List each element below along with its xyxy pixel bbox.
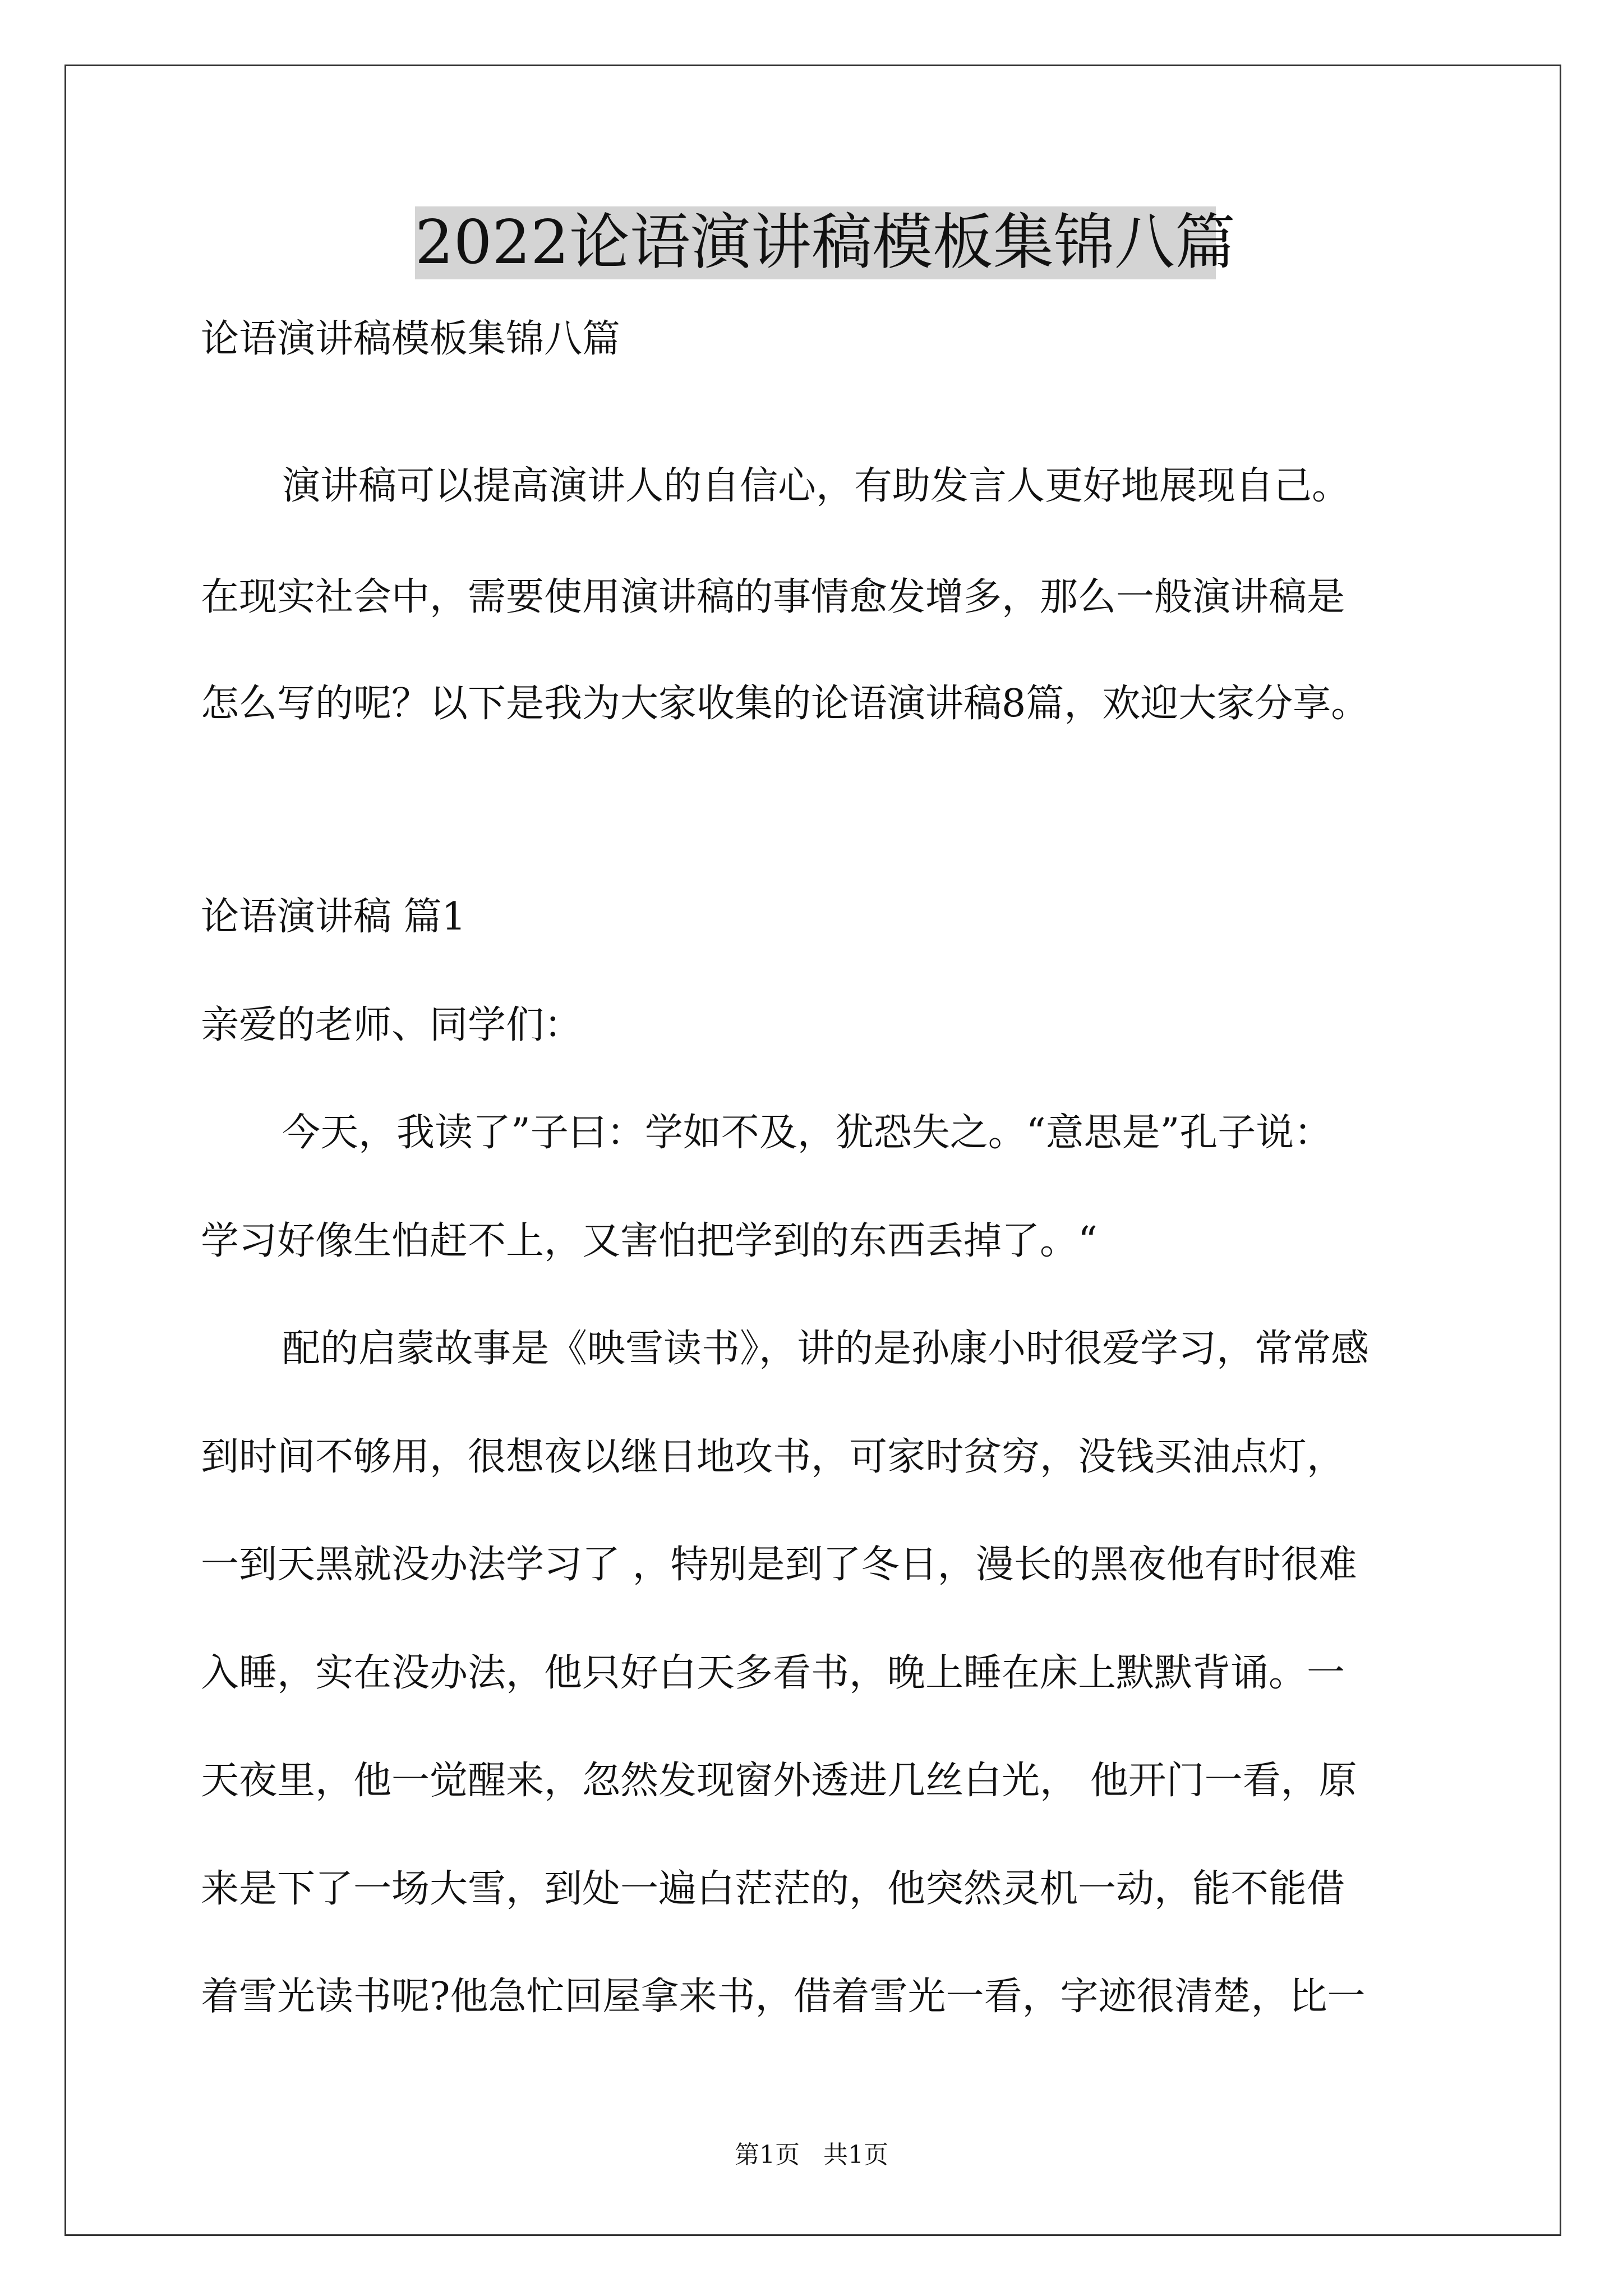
paragraph-line: 今天，我读了”子曰：学如不及，犹恐失之。“意思是”孔子说： — [282, 1111, 1332, 1155]
document-subtitle: 论语演讲稿模板集锦八篇 — [201, 317, 621, 361]
paragraph-line: 入睡，实在没办法，他只好白天多看书，晚上睡在床上默默背诵。一 — [201, 1651, 1345, 1695]
section-heading: 论语演讲稿 篇1 — [201, 895, 466, 939]
paragraph-line: 学习好像生怕赶不上，又害怕把学到的东西丢掉了。“ — [201, 1219, 1098, 1263]
paragraph-line: 配的启蒙故事是《映雪读书》，讲的是孙康小时很爱学习，常常感 — [282, 1327, 1370, 1371]
paragraph-line: 到时间不够用，很想夜以继日地攻书，可家时贫穷，没钱买油点灯， — [201, 1435, 1345, 1479]
paragraph-line: 天夜里，他一觉醒来，忽然发现窗外透进几丝白光， 他开门一看，原 — [201, 1759, 1357, 1803]
page-footer: 第1页 共1页 — [735, 2141, 888, 2169]
document-title: 2022论语演讲稿模板集锦八篇 — [415, 206, 1216, 279]
paragraph-line: 一到天黑就没办法学习了 ，特别是到了冬日，漫长的黑夜他有时很难 — [201, 1543, 1357, 1587]
intro-line: 在现实社会中，需要使用演讲稿的事情愈发增多，那么一般演讲稿是 — [201, 575, 1345, 619]
paragraph-line: 着雪光读书呢?他急忙回屋拿来书，借着雪光一看，字迹很清楚，比一 — [201, 1975, 1366, 2019]
greeting: 亲爱的老师、同学们： — [201, 1003, 583, 1047]
intro-line: 怎么写的呢？以下是我为大家收集的论语演讲稿8篇，欢迎大家分享。 — [201, 682, 1370, 726]
intro-line: 演讲稿可以提高演讲人的自信心，有助发言人更好地展现自己。 — [282, 464, 1350, 508]
paragraph-line: 来是下了一场大雪，到处一遍白茫茫的，他突然灵机一动，能不能借 — [201, 1867, 1345, 1911]
